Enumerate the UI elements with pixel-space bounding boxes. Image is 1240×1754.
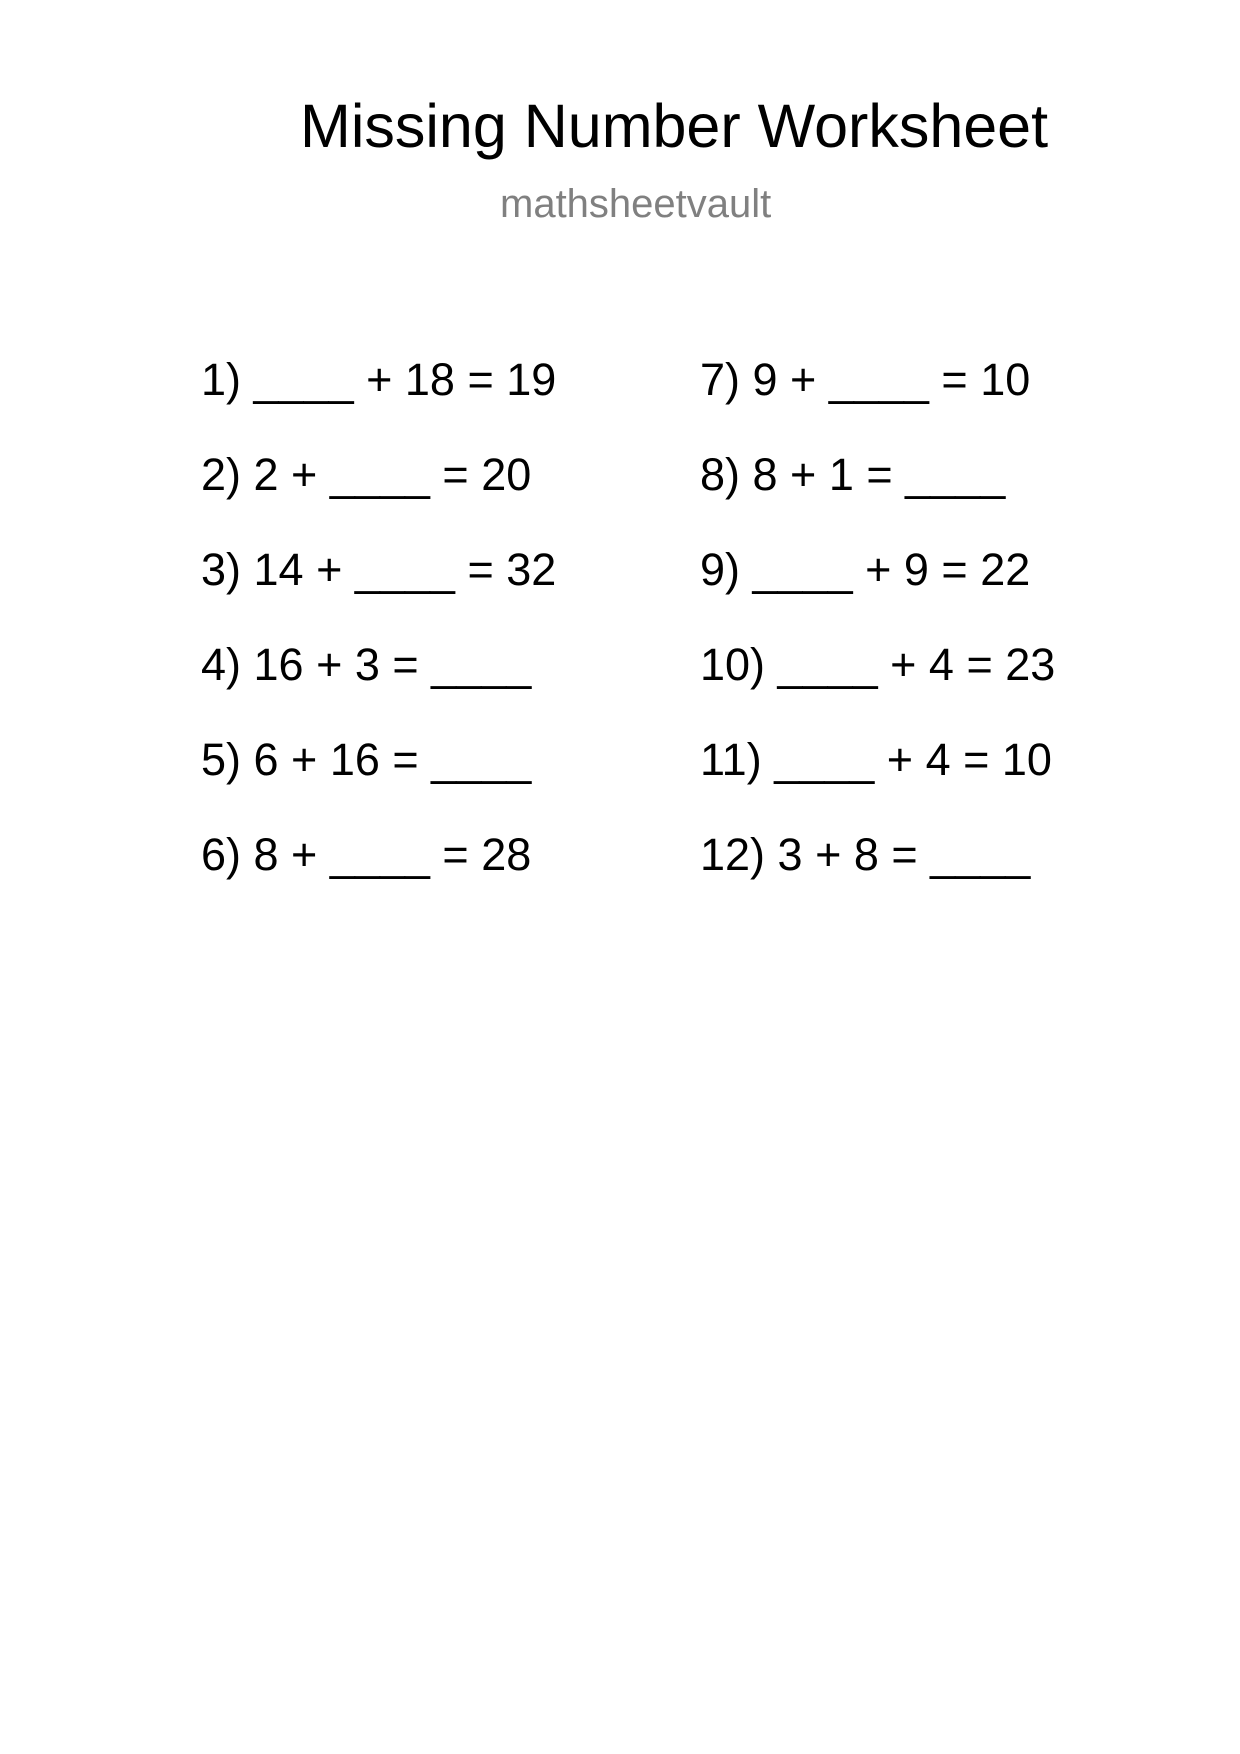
problem-1: 1) ____ + 18 = 19 bbox=[201, 354, 557, 405]
worksheet-subtitle: mathsheetvault bbox=[500, 182, 772, 226]
problem-11: 11) ____ + 4 = 10 bbox=[700, 734, 1052, 785]
problem-2: 2) 2 + ____ = 20 bbox=[201, 449, 532, 500]
problem-6: 6) 8 + ____ = 28 bbox=[201, 829, 532, 880]
problem-12: 12) 3 + 8 = ____ bbox=[700, 829, 1031, 880]
problem-4: 4) 16 + 3 = ____ bbox=[201, 639, 532, 690]
problem-10: 10) ____ + 4 = 23 bbox=[700, 639, 1056, 690]
problem-7: 7) 9 + ____ = 10 bbox=[700, 354, 1031, 405]
problem-8: 8) 8 + 1 = ____ bbox=[700, 449, 1006, 500]
problem-5: 5) 6 + 16 = ____ bbox=[201, 734, 532, 785]
worksheet-title: Missing Number Worksheet bbox=[300, 92, 1049, 160]
problem-3: 3) 14 + ____ = 32 bbox=[201, 544, 557, 595]
problem-9: 9) ____ + 9 = 22 bbox=[700, 544, 1031, 595]
